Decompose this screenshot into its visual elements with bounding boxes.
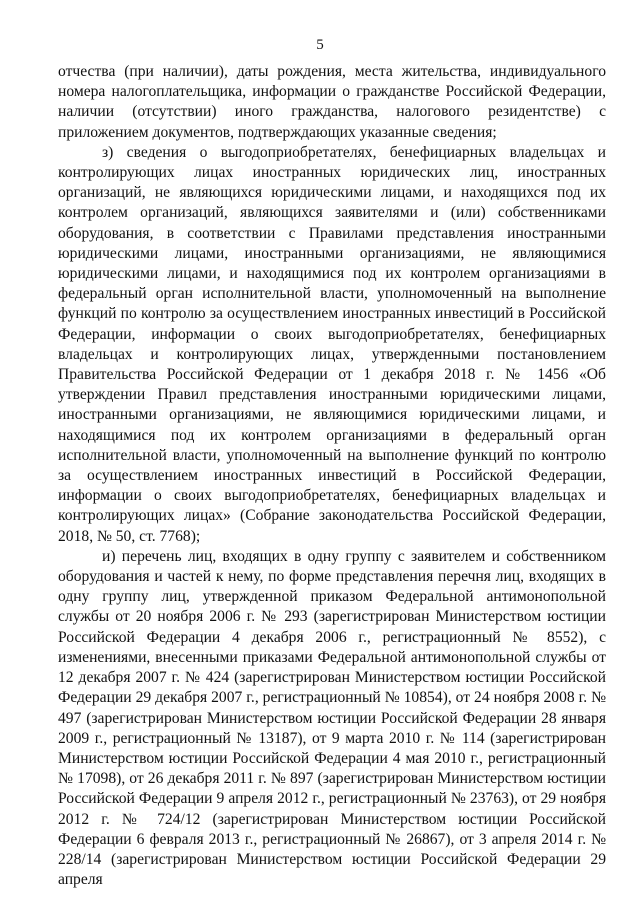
page-number: 5 [316,37,324,53]
paragraph-item-z: з) сведения о выгодоприобретателях, бенефициарных владельцах и контролирующих лицах иностранных юридических лиц, иностранных организаций, не являющихся юридическими лицами, и находящихся под их контролем организаций, являющихся заявителями и (или) собственниками оборудования, в соответствии с Правилами представления иностранными юридическими лицами, иностранными организациями, не являющимися юридическими лицами, и находящимися под их контролем организациями в федеральный орган исполнительной власти, уполномоченный на выполнение функций по контролю за осуществлением иностранных инвестиций в Российской Федерации, информации о своих выгодоприобретателях, бенефициарных владельцах и контролирующих лицах, утвержденными постановлением Правительства Российской Федерации от 1 декабря 2018 г. № 1456 «Об утверждении Правил представления иностранными юридическими лицами, иностранными организациями, не являющимися юридическими лицами, и находящимися под их контролем организациями в федеральный орган исполнительной власти, уполномоченный на выполнение функций по контролю за осуществлением иностранных инвестиций в Российской Федерации, информации о своих выгодоприобретателях, бенефициарных владельцах и контролирующих лицах» (Собрание законодательства Российской Федерации, 2018, № 50, ст. 7768); [58,143,606,545]
paragraph-continuation: отчества (при наличии), даты рождения, места жительства, индивидуального номера налогоплательщика, информации о гражданстве Российской Федерации, наличии (отсутствии) иного гражданства, налогового резидентстве) с приложением документов, подтверждающих указанные сведения; [58,63,606,141]
paragraph-item-i: и) перечень лиц, входящих в одну группу с заявителем и собственником оборудования и частей к нему, по форме представления перечня лиц, входящих в одну группу лиц, утвержденной приказом Федеральной антимонопольной службы от 20 ноября 2006 г. № 293 (зарегистрирован Министерством юстиции Российской Федерации 4 декабря 2006 г., регистрационный № 8552), с изменениями, внесенными приказами Федеральной антимонопольной службы от 12 декабря 2007 г. № 424 (зарегистрирован Министерством юстиции Российской Федерации 29 декабря 2007 г., регистрационный № 10854), от 24 ноября 2008 г. № 497 (зарегистрирован Министерством юстиции Российской Федерации 28 января 2009 г., регистрационный № 13187), от 9 марта 2010 г. № 114 (зарегистрирован Министерством юстиции Российской Федерации 4 мая 2010 г., регистрационный № 17098), от 26 декабря 2011 г. № 897 (зарегистрирован Министерством юстиции Российской Федерации 9 апреля 2012 г., регистрационный № 23763), от 29 ноября 2012 г. № 724/12 (зарегистрирован Министерством юстиции Российской Федерации 6 февраля 2013 г., регистрационный № 26867), от 3 апреля 2014 г. № 228/14 (зарегистрирован Министерством юстиции Российской Федерации 29 апреля [58,547,606,889]
document-body [58,62,606,890]
